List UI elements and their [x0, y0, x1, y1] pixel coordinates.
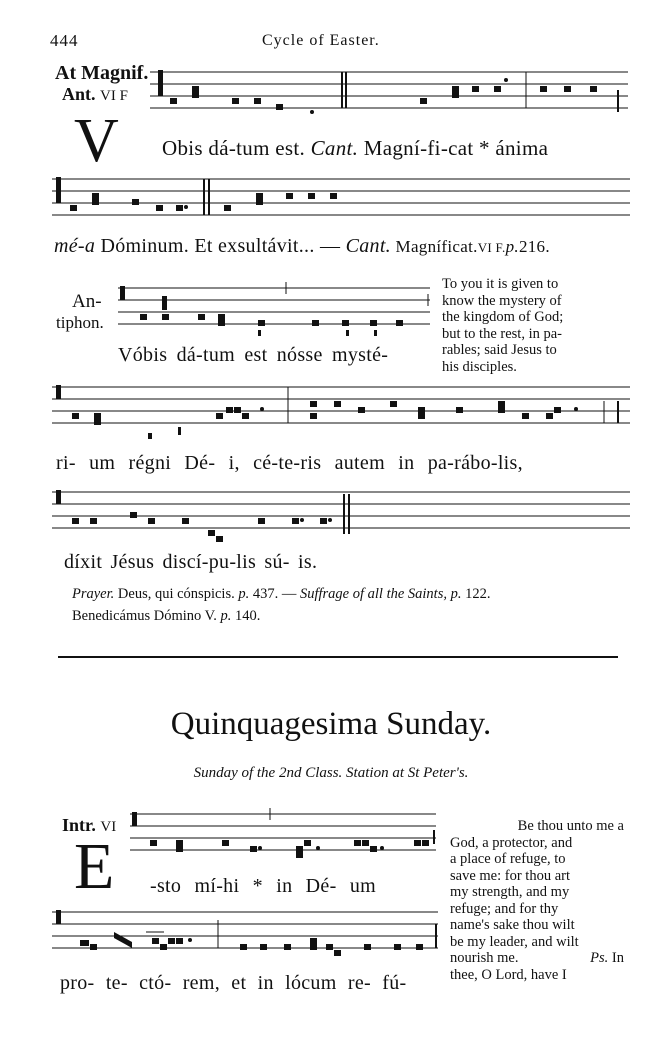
running-title: Cycle of Easter.: [262, 32, 380, 49]
introit-translation-line: refuge; and for thy: [450, 900, 559, 917]
benedicamus-text: Benedicámus Dómino V.: [72, 608, 217, 624]
antiphon1-lyrics-2: [54, 235, 550, 258]
section-subtitle: Sunday of the 2nd Class. Station at St Peter's.: [193, 765, 469, 781]
antiphon2-staff-3: [52, 486, 632, 546]
antiphon2-staff-2: [52, 381, 632, 447]
prayer-text: Deus, qui cónspicis.: [117, 586, 235, 602]
section-title: Quinquagesima Sunday.: [170, 706, 492, 742]
introit-translation-line: a place of refuge, to: [450, 851, 566, 867]
introit-translation-line: God, a protector, and: [450, 834, 573, 851]
antiphon2-label-line1: An-: [72, 291, 102, 312]
antiphon2-translation-line: the kingdom of God;: [442, 309, 564, 325]
antiphon2-translation-line: To you it is given to: [442, 276, 559, 292]
benedicamus-p: p.: [220, 608, 232, 624]
prayer-p2: p.: [450, 586, 462, 602]
prayer-page1: 437. —: [252, 586, 297, 602]
introit-translation-line: name's sake thou wilt: [450, 917, 575, 933]
antiphon1-staff-2: [52, 173, 632, 233]
introit-translation: [450, 818, 624, 983]
prayer-suffrage: Suffrage of all the Saints,: [299, 586, 447, 602]
prayer-label: Prayer.: [72, 586, 115, 602]
introit-ps-label: Ps.: [590, 950, 609, 966]
antiphon1-ant-text: Ant.: [62, 84, 96, 104]
benedicamus-line: [72, 608, 260, 625]
antiphon2-translation-line: but to the rest, in pa-: [442, 325, 563, 342]
page-number: 444: [50, 31, 79, 50]
section-divider: [58, 656, 618, 658]
benedicamus-page: 140.: [234, 608, 261, 624]
antiphon2-translation-line: his disciples.: [442, 358, 517, 375]
introit-initial: E: [74, 830, 115, 903]
introit-translation-line: my strength, and my: [450, 884, 570, 900]
antiphon1-cant-1: Cant.: [310, 136, 359, 160]
antiphon1-lyrics-2-text: Dóminum. Et exsultávit... —: [100, 235, 341, 257]
antiphon1-initial: V: [74, 107, 119, 175]
antiphon1-magnificat-ref: Magníficat.: [395, 237, 478, 256]
introit-translation-nourish: nourish me.: [450, 950, 519, 966]
antiphon2-lyrics-2: ri- um régni Dé- i, cé-te-ris autem in pa-rábo-lis,: [56, 452, 523, 474]
antiphon2-lyrics-1: Vóbis dá-tum est nósse mysté-: [118, 344, 389, 366]
antiphon1-mode: VI F: [100, 88, 128, 104]
antiphon2-translation: [442, 276, 620, 375]
antiphon1-cant-2: Cant.: [345, 235, 391, 257]
antiphon1-magnificat-mode: VI F.: [477, 240, 506, 255]
introit-staff-2: [52, 906, 442, 966]
prayer-page2: 122.: [465, 586, 491, 602]
antiphon1-lyrics-1-rest: Magní-fi-cat * ánima: [363, 136, 549, 160]
antiphon2-staff-1: [118, 282, 432, 342]
introit-lyrics-2: pro- te- ctó- rem, et in lócum re- fú-: [60, 972, 407, 994]
antiphon1-lyrics-1: [162, 136, 548, 161]
introit-translation-line-ps: [450, 950, 624, 967]
introit-ps-in: In: [611, 950, 624, 966]
antiphon1-p: p.: [505, 237, 519, 256]
antiphon2-translation-line: know the mystery of: [442, 292, 562, 309]
antiphon2-label-line2: tiphon.: [56, 313, 104, 332]
introit-ps: [590, 950, 624, 967]
introit-staff-1: [130, 808, 438, 868]
antiphon1-label: At Magnif.: [55, 62, 149, 84]
introit-lyrics-1: -sto mí-hi * in Dé- um: [150, 875, 377, 897]
prayer-line: [72, 586, 490, 603]
introit-translation-line: save me: for thou art: [450, 867, 570, 884]
antiphon1-lyrics-1-text: Obis dá-tum est.: [162, 136, 306, 160]
antiphon2-lyrics-3: díxit Jésus discí-pu-lis sú- is.: [64, 551, 318, 573]
antiphon1-label-ant: [62, 85, 128, 106]
introit-mode: VI: [100, 819, 117, 835]
introit-label-text: Intr.: [62, 815, 96, 835]
antiphon1-staff-1: [150, 66, 630, 126]
antiphon1-magnificat-page: 216.: [518, 237, 550, 256]
introit-translation-line: be my leader, and wilt: [450, 933, 579, 950]
prayer-p1: p.: [238, 586, 250, 602]
antiphon1-mea: mé-a: [54, 235, 96, 257]
introit-translation-line: thee, O Lord, have I: [450, 966, 567, 983]
antiphon2-translation-line: rables; said Jesus to: [442, 342, 557, 358]
introit-translation-line: Be thou unto me a: [517, 818, 624, 834]
